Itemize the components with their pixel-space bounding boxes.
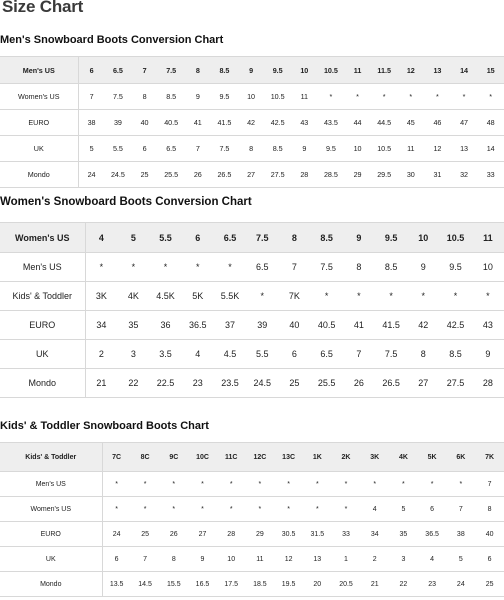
table-cell: 7.5: [375, 340, 407, 369]
table-cell: 8: [407, 340, 439, 369]
table-cell: *: [274, 472, 303, 497]
table-row: [0, 110, 504, 136]
table-cell: 5.5: [105, 136, 132, 162]
table-cell: *: [188, 472, 217, 497]
header-cell: 9: [343, 223, 375, 253]
table-cell: *: [131, 497, 160, 522]
womens-conversion-table: [0, 222, 504, 398]
table-cell: 3K: [85, 282, 117, 311]
table-cell: 12: [274, 547, 303, 572]
table-cell: 7: [343, 340, 375, 369]
table-row: [0, 369, 504, 398]
table-cell: 27: [407, 369, 439, 398]
table-cell: 9: [291, 136, 318, 162]
table-cell: 7K: [278, 282, 310, 311]
table-cell: 24: [446, 572, 475, 597]
table-cell: 26: [343, 369, 375, 398]
table-row: [0, 522, 504, 547]
table-cell: *: [246, 472, 275, 497]
table-cell: 40: [475, 522, 504, 547]
table-cell: 25: [475, 572, 504, 597]
table-cell: 33: [332, 522, 361, 547]
table-cell: 33: [477, 162, 504, 188]
table-cell: 13: [451, 136, 478, 162]
header-cell: 8: [278, 223, 310, 253]
header-cell: 10.5: [318, 57, 345, 84]
table-cell: 19.5: [274, 572, 303, 597]
header-cell: 11C: [217, 443, 246, 472]
table-cell: 20: [303, 572, 332, 597]
header-cell: 10: [291, 57, 318, 84]
table-cell: 48: [477, 110, 504, 136]
header-cell: 8: [185, 57, 212, 84]
header-cell: 12C: [246, 443, 275, 472]
table-cell: 44: [344, 110, 371, 136]
header-cell: 9C: [159, 443, 188, 472]
table-cell: 41.5: [375, 311, 407, 340]
table-cell: *: [375, 282, 407, 311]
table-cell: *: [344, 84, 371, 110]
table-cell: 35: [117, 311, 149, 340]
table-row: [0, 340, 504, 369]
table-cell: 46: [424, 110, 451, 136]
table-cell: *: [131, 472, 160, 497]
table-cell: 10.5: [264, 84, 291, 110]
header-cell: 5: [117, 223, 149, 253]
table-cell: 8: [343, 253, 375, 282]
table-row: [0, 311, 504, 340]
table-cell: *: [117, 253, 149, 282]
table-cell: *: [311, 282, 343, 311]
table-row: [0, 136, 504, 162]
table-cell: 10: [344, 136, 371, 162]
table-cell: 22: [389, 572, 418, 597]
table-cell: 26.5: [211, 162, 238, 188]
table-cell: 3: [389, 547, 418, 572]
table-cell: 36.5: [182, 311, 214, 340]
table-cell: *: [424, 84, 451, 110]
table-cell: 9.5: [439, 253, 471, 282]
header-cell: 12: [398, 57, 425, 84]
table-cell: 9: [407, 253, 439, 282]
table-cell: 9.5: [318, 136, 345, 162]
header-cell: 2K: [332, 443, 361, 472]
table-cell: *: [318, 84, 345, 110]
table-cell: *: [477, 84, 504, 110]
header-cell: 9: [238, 57, 265, 84]
table-cell: 16.5: [188, 572, 217, 597]
table-cell: 14.5: [131, 572, 160, 597]
table-cell: 28: [472, 369, 504, 398]
header-label: Men's US: [0, 57, 78, 84]
table-cell: 28: [217, 522, 246, 547]
row-label: EURO: [0, 311, 85, 340]
table-cell: 6.5: [158, 136, 185, 162]
table-cell: 4: [360, 497, 389, 522]
table-cell: 5: [78, 136, 105, 162]
table-cell: 5.5: [246, 340, 278, 369]
table-cell: *: [246, 282, 278, 311]
table-cell: 20.5: [332, 572, 361, 597]
table-cell: 14: [477, 136, 504, 162]
header-cell: 10.5: [439, 223, 471, 253]
header-cell: 7.5: [158, 57, 185, 84]
row-label: Kids' & Toddler: [0, 282, 85, 311]
header-cell: 6: [78, 57, 105, 84]
table-cell: 2: [360, 547, 389, 572]
table-cell: 25: [278, 369, 310, 398]
table-cell: 5.5K: [214, 282, 246, 311]
table-cell: *: [439, 282, 471, 311]
row-label: EURO: [0, 110, 78, 136]
table-cell: 42.5: [264, 110, 291, 136]
table-cell: 6: [475, 547, 504, 572]
table-cell: 34: [85, 311, 117, 340]
table-cell: 5: [446, 547, 475, 572]
table-cell: *: [446, 472, 475, 497]
table-cell: 8.5: [158, 84, 185, 110]
table-cell: 7: [78, 84, 105, 110]
table-row: [0, 162, 504, 188]
table-cell: *: [217, 472, 246, 497]
table-cell: 5K: [182, 282, 214, 311]
table-cell: 37: [214, 311, 246, 340]
table-header-row: [0, 223, 504, 253]
kids-chart-title: Kids' & Toddler Snowboard Boots Chart: [0, 420, 209, 432]
table-header-row: [0, 57, 504, 84]
row-label: UK: [0, 340, 85, 369]
table-cell: 35: [389, 522, 418, 547]
table-cell: 41: [343, 311, 375, 340]
row-label: EURO: [0, 522, 102, 547]
table-cell: 27.5: [439, 369, 471, 398]
table-cell: 28.5: [318, 162, 345, 188]
header-cell: 11: [344, 57, 371, 84]
table-cell: *: [371, 84, 398, 110]
table-cell: 4.5: [214, 340, 246, 369]
table-cell: 11: [291, 84, 318, 110]
row-label: Women's US: [0, 497, 102, 522]
table-cell: 34: [360, 522, 389, 547]
table-cell: 25.5: [158, 162, 185, 188]
header-cell: 8C: [131, 443, 160, 472]
kids-toddler-table: [0, 442, 504, 597]
table-cell: 6.5: [246, 253, 278, 282]
table-cell: 21: [85, 369, 117, 398]
header-label: Kids' & Toddler: [0, 443, 102, 472]
header-cell: 15: [477, 57, 504, 84]
mens-chart-title: Men's Snowboard Boots Conversion Chart: [0, 34, 224, 46]
table-cell: 6: [102, 547, 131, 572]
table-cell: 29: [344, 162, 371, 188]
table-cell: 10.5: [371, 136, 398, 162]
table-cell: 31.5: [303, 522, 332, 547]
table-cell: 25.5: [311, 369, 343, 398]
header-cell: 10C: [188, 443, 217, 472]
header-cell: 4: [85, 223, 117, 253]
header-cell: 6.5: [105, 57, 132, 84]
header-cell: 7K: [475, 443, 504, 472]
table-cell: 9: [188, 547, 217, 572]
table-cell: 42.5: [439, 311, 471, 340]
table-cell: 3: [117, 340, 149, 369]
header-cell: 5K: [418, 443, 447, 472]
header-cell: 10: [407, 223, 439, 253]
table-row: [0, 472, 504, 497]
table-cell: 43: [291, 110, 318, 136]
womens-chart-title: Women's Snowboard Boots Conversion Chart: [0, 196, 252, 208]
table-cell: 9: [472, 340, 504, 369]
table-cell: 1: [332, 547, 361, 572]
table-cell: 7: [446, 497, 475, 522]
table-cell: *: [85, 253, 117, 282]
table-cell: *: [343, 282, 375, 311]
table-cell: *: [418, 472, 447, 497]
header-cell: 9.5: [375, 223, 407, 253]
table-cell: 3.5: [149, 340, 181, 369]
table-cell: 7: [278, 253, 310, 282]
table-cell: *: [389, 472, 418, 497]
table-cell: 10: [217, 547, 246, 572]
table-cell: *: [332, 472, 361, 497]
table-cell: 6: [131, 136, 158, 162]
table-cell: *: [398, 84, 425, 110]
table-cell: 18.5: [246, 572, 275, 597]
table-cell: 10: [472, 253, 504, 282]
table-cell: 24: [78, 162, 105, 188]
table-cell: 40: [278, 311, 310, 340]
table-cell: 8: [475, 497, 504, 522]
table-cell: 8: [159, 547, 188, 572]
table-cell: 9.5: [211, 84, 238, 110]
table-cell: 40.5: [311, 311, 343, 340]
header-cell: 6: [182, 223, 214, 253]
table-cell: 24.5: [246, 369, 278, 398]
table-cell: 10: [238, 84, 265, 110]
table-cell: *: [332, 497, 361, 522]
table-cell: 11: [398, 136, 425, 162]
table-cell: 39: [246, 311, 278, 340]
table-row: [0, 253, 504, 282]
table-cell: 7: [475, 472, 504, 497]
table-cell: 4: [182, 340, 214, 369]
header-cell: 6.5: [214, 223, 246, 253]
table-cell: 11: [246, 547, 275, 572]
table-cell: 42: [238, 110, 265, 136]
table-cell: 47: [451, 110, 478, 136]
header-cell: 6K: [446, 443, 475, 472]
table-header-row: [0, 443, 504, 472]
table-cell: 28: [291, 162, 318, 188]
row-label: Mondo: [0, 572, 102, 597]
table-cell: *: [407, 282, 439, 311]
table-cell: 8: [238, 136, 265, 162]
row-label: UK: [0, 547, 102, 572]
row-label: Men's US: [0, 253, 85, 282]
table-cell: 29: [246, 522, 275, 547]
table-cell: 15.5: [159, 572, 188, 597]
table-cell: *: [102, 497, 131, 522]
table-cell: 26.5: [375, 369, 407, 398]
table-cell: 40.5: [158, 110, 185, 136]
header-cell: 7C: [102, 443, 131, 472]
header-cell: 11: [472, 223, 504, 253]
table-cell: 8: [131, 84, 158, 110]
header-cell: 9.5: [264, 57, 291, 84]
table-cell: 7.5: [311, 253, 343, 282]
header-cell: 13: [424, 57, 451, 84]
table-cell: *: [214, 253, 246, 282]
table-cell: 22.5: [149, 369, 181, 398]
table-cell: *: [188, 497, 217, 522]
table-cell: 26: [159, 522, 188, 547]
table-cell: 7.5: [105, 84, 132, 110]
table-cell: 12: [424, 136, 451, 162]
table-row: [0, 547, 504, 572]
header-cell: 4K: [389, 443, 418, 472]
table-cell: 43: [472, 311, 504, 340]
header-cell: 8.5: [211, 57, 238, 84]
table-cell: 21: [360, 572, 389, 597]
table-cell: 24: [102, 522, 131, 547]
table-cell: *: [217, 497, 246, 522]
table-cell: 7.5: [211, 136, 238, 162]
table-cell: *: [303, 472, 332, 497]
table-cell: 8.5: [439, 340, 471, 369]
table-cell: 26: [185, 162, 212, 188]
table-cell: 22: [117, 369, 149, 398]
table-cell: 4.5K: [149, 282, 181, 311]
table-cell: 27: [238, 162, 265, 188]
header-cell: 7: [131, 57, 158, 84]
table-cell: 7: [131, 547, 160, 572]
table-cell: *: [159, 497, 188, 522]
table-cell: *: [149, 253, 181, 282]
table-cell: 6: [418, 497, 447, 522]
table-cell: 13: [303, 547, 332, 572]
table-cell: 30.5: [274, 522, 303, 547]
table-cell: 23: [418, 572, 447, 597]
table-cell: 38: [78, 110, 105, 136]
table-cell: 43.5: [318, 110, 345, 136]
table-cell: 23.5: [214, 369, 246, 398]
table-cell: 31: [424, 162, 451, 188]
table-cell: *: [274, 497, 303, 522]
table-cell: *: [303, 497, 332, 522]
table-cell: 4K: [117, 282, 149, 311]
table-cell: 38: [446, 522, 475, 547]
table-cell: 6.5: [311, 340, 343, 369]
row-label: UK: [0, 136, 78, 162]
table-cell: 9: [185, 84, 212, 110]
row-label: Mondo: [0, 162, 78, 188]
table-row: [0, 572, 504, 597]
table-cell: *: [472, 282, 504, 311]
table-cell: 17.5: [217, 572, 246, 597]
table-cell: 27.5: [264, 162, 291, 188]
table-row: [0, 282, 504, 311]
header-cell: 13C: [274, 443, 303, 472]
table-cell: 36: [149, 311, 181, 340]
mens-conversion-table: [0, 56, 504, 188]
header-cell: 5.5: [149, 223, 181, 253]
table-cell: 41: [185, 110, 212, 136]
table-cell: 24.5: [105, 162, 132, 188]
header-cell: 14: [451, 57, 478, 84]
header-cell: 3K: [360, 443, 389, 472]
header-label: Women's US: [0, 223, 85, 253]
table-cell: 42: [407, 311, 439, 340]
table-cell: 8.5: [264, 136, 291, 162]
table-cell: 8.5: [375, 253, 407, 282]
table-cell: 36.5: [418, 522, 447, 547]
row-label: Men's US: [0, 472, 102, 497]
table-cell: *: [451, 84, 478, 110]
table-cell: *: [246, 497, 275, 522]
table-cell: 2: [85, 340, 117, 369]
table-cell: 27: [188, 522, 217, 547]
table-cell: 45: [398, 110, 425, 136]
table-cell: 25: [131, 162, 158, 188]
table-cell: 41.5: [211, 110, 238, 136]
table-cell: 25: [131, 522, 160, 547]
table-row: [0, 84, 504, 110]
table-cell: 44.5: [371, 110, 398, 136]
table-cell: *: [159, 472, 188, 497]
table-cell: 40: [131, 110, 158, 136]
table-cell: 29.5: [371, 162, 398, 188]
table-cell: 39: [105, 110, 132, 136]
table-cell: 5: [389, 497, 418, 522]
table-cell: 23: [182, 369, 214, 398]
row-label: Women's US: [0, 84, 78, 110]
table-cell: 6: [278, 340, 310, 369]
table-cell: *: [182, 253, 214, 282]
table-cell: 32: [451, 162, 478, 188]
row-label: Mondo: [0, 369, 85, 398]
header-cell: 1K: [303, 443, 332, 472]
table-row: [0, 497, 504, 522]
table-cell: *: [102, 472, 131, 497]
header-cell: 7.5: [246, 223, 278, 253]
table-cell: 13.5: [102, 572, 131, 597]
table-cell: 7: [185, 136, 212, 162]
table-cell: 30: [398, 162, 425, 188]
header-cell: 8.5: [311, 223, 343, 253]
page-title: Size Chart: [2, 0, 84, 16]
table-cell: *: [360, 472, 389, 497]
header-cell: 11.5: [371, 57, 398, 84]
table-cell: 4: [418, 547, 447, 572]
